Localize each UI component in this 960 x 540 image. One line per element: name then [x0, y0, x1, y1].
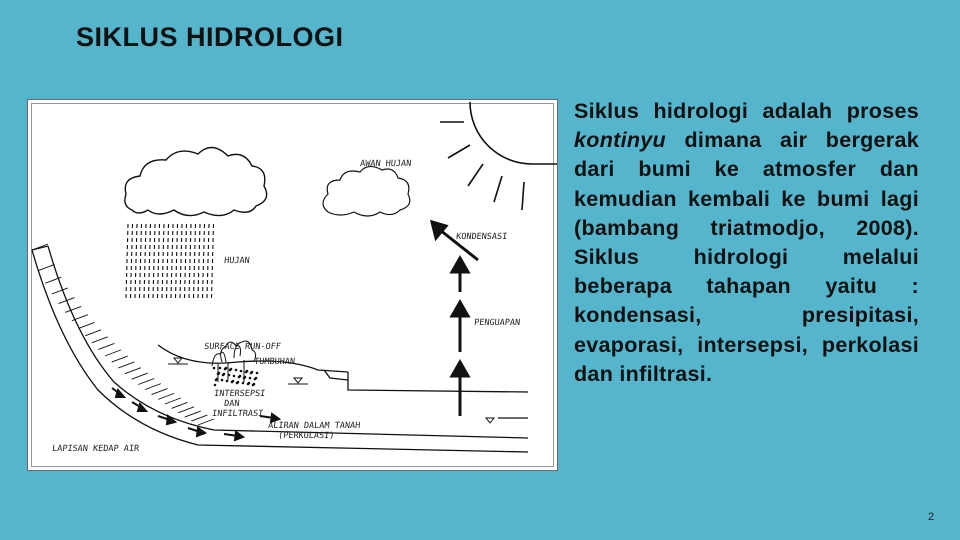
- description-emphasis: kontinyu: [574, 128, 666, 153]
- hydrologic-cycle-diagram: [27, 99, 558, 471]
- rain-drops: [126, 224, 214, 298]
- label-penguapan: PENGUAPAN: [473, 318, 521, 328]
- label-intersepsi: INTERSEPSI: [213, 389, 266, 399]
- slide-title: SIKLUS HIDROLOGI: [76, 22, 344, 52]
- sun-icon: [440, 102, 557, 210]
- evaporation-arrows: [432, 222, 478, 416]
- label-perkolasi: (PERKOLASI): [277, 431, 335, 441]
- rain-cloud-icon: [125, 147, 267, 215]
- small-cloud-icon: [323, 166, 410, 216]
- infiltration-dots: [213, 367, 259, 387]
- label-aliran-dalam-tanah: ALIRAN DALAM TANAH: [267, 421, 361, 431]
- description-paragraph: [574, 97, 919, 389]
- label-surface-runoff: SURFACE RUN-OFF: [203, 342, 282, 352]
- label-lapisan-kedap-air: LAPISAN KEDAP AIR: [51, 444, 140, 454]
- label-tumbuhan: TUMBUHAN: [253, 357, 296, 367]
- label-kondensasi: KONDENSASI: [455, 232, 508, 242]
- description-text-start: Siklus hidrologi adalah proses: [574, 99, 919, 123]
- diagram-drawing: [28, 100, 557, 470]
- label-infiltrasi: INFILTRASI: [211, 409, 264, 419]
- description-text-end: dimana air bergerak dari bumi ke atmosfer dan kemudian kembali ke bumi lagi (bambang triatmodjo, 2008). Siklus hidrologi melalui beberapa tahapan yaitu : kondensasi, presipitasi, evaporasi, intersepsi, perkolasi dan infiltrasi.: [574, 128, 919, 386]
- label-hujan: HUJAN: [223, 256, 251, 266]
- label-dan: DAN: [223, 399, 240, 409]
- page-number: 2: [928, 511, 935, 523]
- label-awan-hujan: AWAN HUJAN: [359, 159, 412, 169]
